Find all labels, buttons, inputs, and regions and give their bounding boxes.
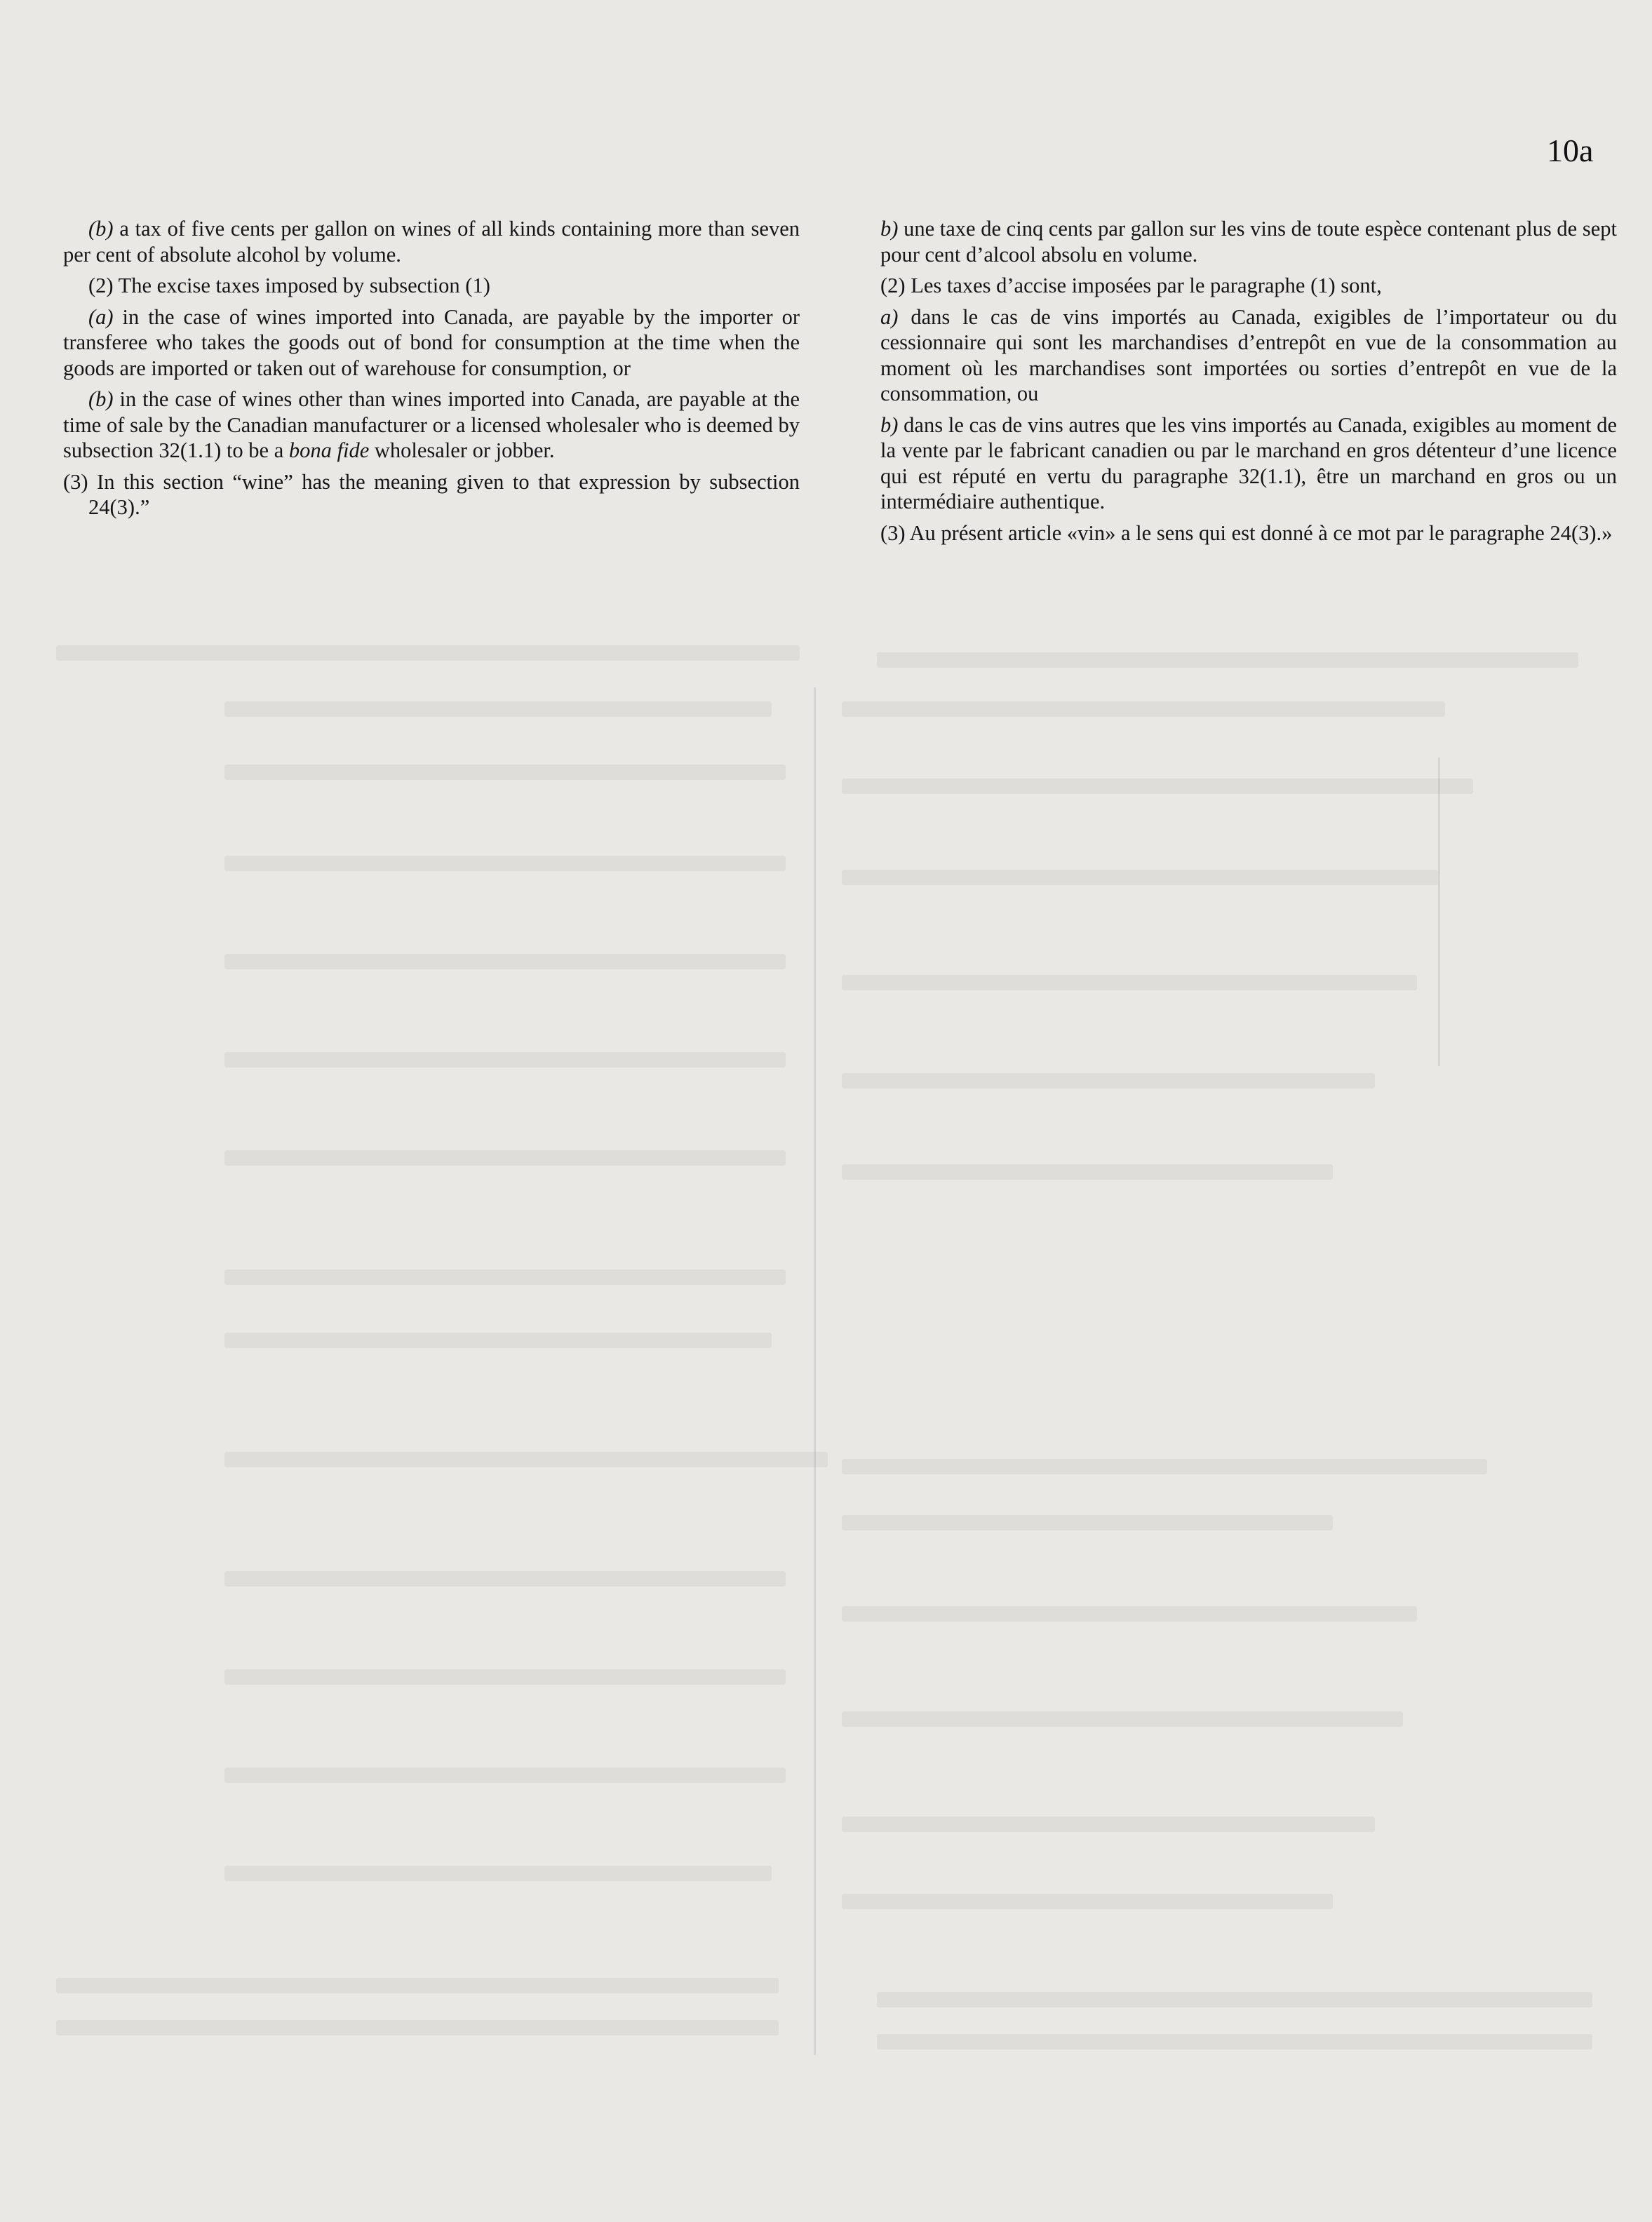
clause-label: (b) [88,217,114,241]
clause-label: a) [880,304,899,329]
ghost-line [56,1978,779,1993]
clause-text: (2) The excise taxes imposed by subsection (1) [88,274,490,297]
ghost-line [842,1817,1375,1832]
ghost-line [224,1767,786,1783]
english-paragraph-b-domestic [63,386,800,464]
clause-text: (2) Les taxes d’accise imposées par le paragraphe (1) sont, [880,274,1382,297]
page-number: 10a [1547,133,1594,168]
ghost-line [842,779,1473,794]
ghost-line [56,2020,779,2035]
ghost-line [842,1073,1375,1089]
ghost-column-rule [1438,758,1440,1066]
clause-text-tail: wholesaler or jobber. [369,438,555,462]
french-paragraph-a-importes [880,304,1617,407]
ghost-column-rule [814,687,816,2055]
french-subsection-3 [880,520,1617,546]
french-paragraph-b-taxe [880,216,1617,267]
clause-text: une taxe de cinq cents par gallon sur les vins de toute espèce contenant plus de sept pour cent d’alcool absolu en volume. [880,217,1617,267]
clause-text: a tax of five cents per gallon on wines of all kinds containing more than seven per cent of absolute alcohol by volume. [63,217,800,267]
ghost-line [224,701,772,717]
ghost-line [842,975,1417,990]
english-paragraph-a-imported [63,304,800,382]
french-paragraph-b-autres [880,412,1617,515]
ghost-line [224,1333,772,1348]
ghost-line [842,1606,1417,1622]
ghost-line [224,1669,786,1685]
ghost-line [842,870,1438,885]
ghost-line [224,1571,786,1587]
clause-label: (b) [88,387,114,411]
ghost-line [224,765,786,780]
french-column [880,216,1617,551]
ghost-line [877,2034,1592,2049]
ghost-line [842,1459,1487,1474]
english-column [63,216,800,526]
french-subsection-2 [880,273,1617,299]
clause-label: b) [880,412,899,437]
clause-text: dans le cas de vins importés au Canada, exigibles de l’importateur ou du cessionnaire qui sont les marchandises d’entrepôt en vue de la consommation au moment où les marchandises sont importées ou sorties d’entrepôt en vue de la consommation, ou [880,304,1617,405]
ghost-line [224,1150,786,1166]
ghost-line [224,1452,828,1467]
clause-text: (3) Au présent article «vin» a le sens qui est donné à ce mot par le paragraphe 24(3).» [880,520,1613,545]
ghost-line [224,1052,786,1068]
clause-label: (a) [88,304,114,329]
ghost-line [842,1711,1403,1727]
clause-text: dans le cas de vins autres que les vins importés au Canada, exigibles au moment de la vente par le fabricant canadien ou par le marchand en gros détenteur d’une licence qui est réputé en vertu du paragraphe 32(1.1), être un marchand en gros ou un intermédiaire authentique. [880,412,1617,513]
english-subsection-2 [63,273,800,299]
clause-text: (3) In this section “wine” has the meaning given to that expression by subsection 24(3).” [63,469,800,519]
ghost-line [842,1515,1333,1530]
english-paragraph-b-tax [63,216,800,267]
ghost-line [224,856,786,871]
ghost-line [842,1894,1333,1909]
ghost-line [224,1270,786,1285]
ghost-line [56,645,800,661]
ghost-line [224,954,786,969]
clause-label: b) [880,217,899,241]
ghost-line [842,1164,1333,1180]
clause-text: in the case of wines imported into Canada, are payable by the importer or transferee who takes the goods out of bond for consumption at the time when the goods are imported or taken out of warehouse for consumption, or [63,304,800,380]
ghost-line [842,701,1445,717]
clause-italic-term: bona fide [288,438,370,462]
ghost-line [224,1866,772,1881]
english-subsection-3 [63,469,800,520]
clause-text: in the case of wines other than wines imported into Canada, are payable at the time of sale by the Canadian manufacturer or a licensed wholesaler who is deemed by subsection 32(1.1) to be a [63,387,800,462]
ghost-line [877,652,1578,668]
ghost-line [877,1992,1592,2007]
